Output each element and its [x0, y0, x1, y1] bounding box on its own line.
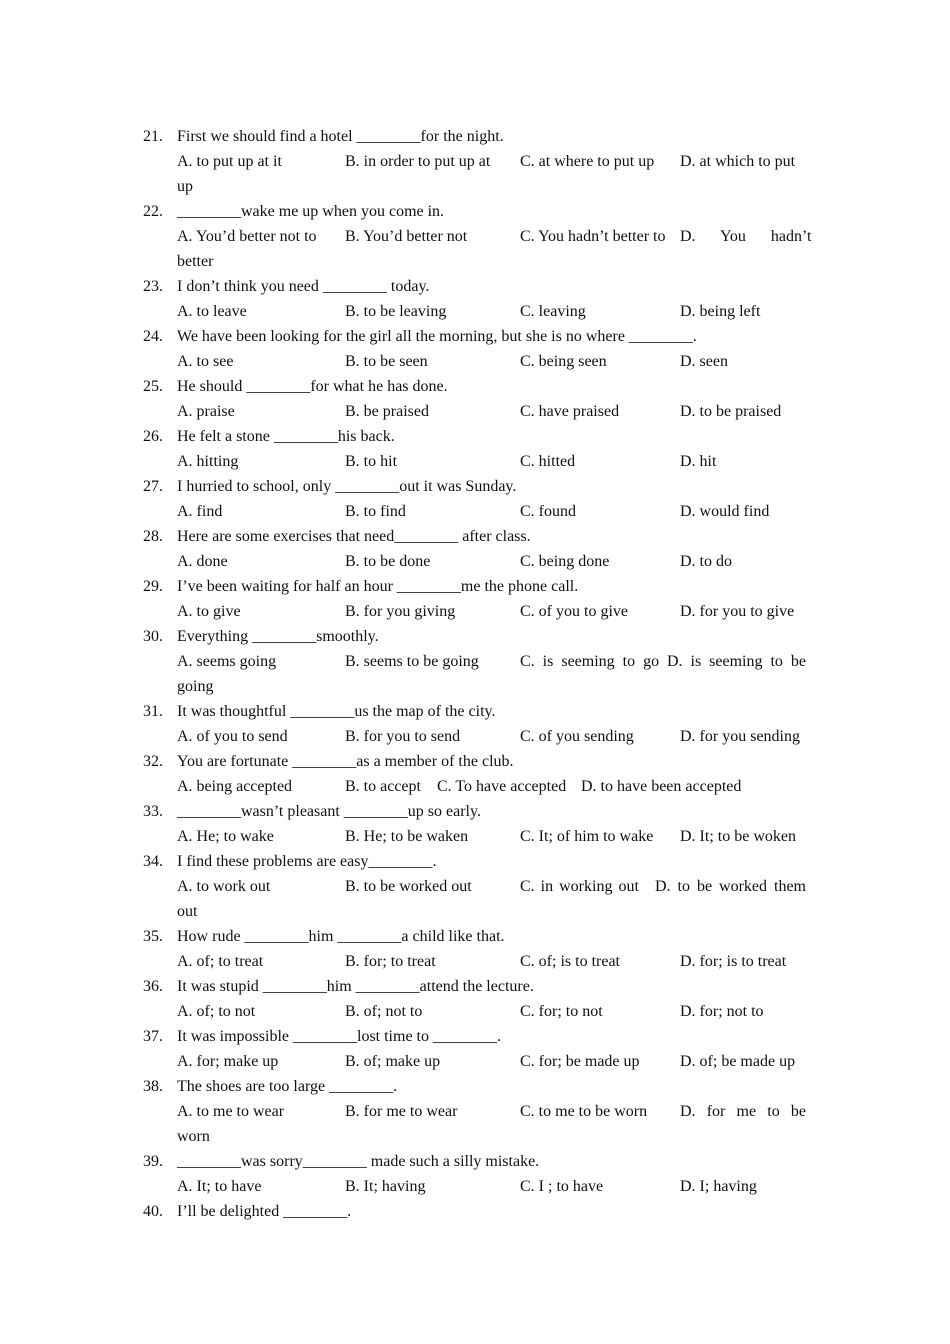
option-b: B. to accept [345, 778, 421, 795]
option-a: A. being accepted [177, 778, 293, 795]
option-c: C. to me to be worn [520, 1103, 648, 1120]
option-c: C. found [520, 503, 576, 520]
question-number: 40. [143, 1203, 163, 1220]
option-b: B. He; to be waken [345, 828, 469, 845]
option-a: A. He; to wake [177, 828, 274, 845]
question-text: How rude ________him ________a child like that. [177, 928, 505, 945]
question-text: I’ll be delighted ________. [177, 1203, 352, 1220]
question-number: 28. [143, 528, 163, 545]
option-b: B. It; having [345, 1178, 426, 1195]
question-number: 33. [143, 803, 163, 820]
question-text: The shoes are too large ________. [177, 1078, 398, 1095]
option-a: A. hitting [177, 453, 239, 470]
question-text: You are fortunate ________as a member of the club. [177, 753, 514, 770]
option-c: C. have praised [520, 403, 620, 420]
option-c: C. It; of him to wake [520, 828, 654, 845]
option-b: B. to be leaving [345, 303, 447, 320]
option-a: A. of you to send [177, 728, 288, 745]
question-text: ________wasn’t pleasant ________up so early. [177, 803, 481, 820]
option-b: B. in order to put up at [345, 153, 491, 170]
option-a: A. of; to treat [177, 953, 264, 970]
question-number: 23. [143, 278, 163, 295]
question-number: 24. [143, 328, 163, 345]
option-d: D. for you sending [680, 728, 800, 745]
question-number: 25. [143, 378, 163, 395]
option-a: A. You’d better not to [177, 228, 317, 245]
option-b: B. for you giving [345, 603, 456, 620]
option-a: A. done [177, 553, 228, 570]
option-c: C. hitted [520, 453, 576, 470]
option-b: B. be praised [345, 403, 429, 420]
option-d: D. for; not to [680, 1003, 764, 1020]
option-b: B. to find [345, 503, 406, 520]
question-number: 39. [143, 1153, 163, 1170]
question-number: 26. [143, 428, 163, 445]
option-b: B. to hit [345, 453, 398, 470]
question-number: 29. [143, 578, 163, 595]
question-text: First we should find a hotel ________for the night. [177, 128, 504, 145]
question-text: It was thoughtful ________us the map of the city. [177, 703, 496, 720]
option-d: D. would find [680, 503, 770, 520]
option-d: D. seen [680, 353, 728, 370]
option-c: C. I ; to have [520, 1178, 604, 1195]
option-c: C. To have accepted [437, 778, 567, 795]
question-text: It was stupid ________him ________attend the lecture. [177, 978, 534, 995]
option-c: C. for; be made up [520, 1053, 640, 1070]
option-d: D. to have been accepted [581, 778, 742, 795]
option-c: C. of you sending [520, 728, 634, 745]
question-text: It was impossible ________lost time to ________. [177, 1028, 501, 1045]
question-number: 31. [143, 703, 163, 720]
option-c: C. for; to not [520, 1003, 603, 1020]
option-b: B. for; to treat [345, 953, 436, 970]
option-d: D. being left [680, 303, 761, 320]
option-a: A. to work out [177, 878, 271, 895]
option-d: D. to be praised [680, 403, 782, 420]
option-d: D. to do [680, 553, 732, 570]
question-text: I hurried to school, only ________out it was Sunday. [177, 478, 517, 495]
option-a: A. of; to not [177, 1003, 256, 1020]
option-c: C. of you to give [520, 603, 628, 620]
question-number: 30. [143, 628, 163, 645]
option-a: A. find [177, 503, 223, 520]
question-number: 21. [143, 128, 163, 145]
option-a: A. It; to have [177, 1178, 262, 1195]
option-c: C. in working out [520, 878, 639, 895]
option-d: D. You hadn’t [680, 228, 812, 245]
question-number: 37. [143, 1028, 163, 1045]
option-b: B. of; not to [345, 1003, 423, 1020]
option-b: B. of; make up [345, 1053, 441, 1070]
question-number: 34. [143, 853, 163, 870]
option-d: D. for; is to treat [680, 953, 787, 970]
question-text: He should ________for what he has done. [177, 378, 448, 395]
option-d: D. It; to be woken [680, 828, 796, 845]
question-text: We have been looking for the girl all the morning, but she is no where ________. [177, 328, 697, 345]
question-text: Here are some exercises that need________ after class. [177, 528, 531, 545]
question-text: I’ve been waiting for half an hour ________me the phone call. [177, 578, 579, 595]
option-a: A. to leave [177, 303, 247, 320]
option-c: C. is seeming to go [520, 653, 660, 670]
question-text: ________wake me up when you come in. [177, 203, 445, 220]
option-d-continuation: up [177, 178, 193, 195]
option-d: D. at which to put [680, 153, 796, 170]
option-d: D. is seeming to be [667, 653, 806, 670]
option-d: D. for you to give [680, 603, 795, 620]
question-text: ________was sorry________ made such a silly mistake. [177, 1153, 540, 1170]
option-b: B. for me to wear [345, 1103, 458, 1120]
question-text: He felt a stone ________his back. [177, 428, 395, 445]
option-d-continuation: going [177, 678, 214, 695]
option-b: B. seems to be going [345, 653, 479, 670]
option-d: D. I; having [680, 1178, 757, 1195]
option-b: B. You’d better not [345, 228, 468, 245]
option-b: B. to be worked out [345, 878, 472, 895]
option-d: D. of; be made up [680, 1053, 796, 1070]
option-a: A. to give [177, 603, 241, 620]
option-d: D. for me to be [680, 1103, 806, 1120]
question-text: Everything ________smoothly. [177, 628, 379, 645]
option-b: B. to be done [345, 553, 431, 570]
option-c: C. leaving [520, 303, 586, 320]
option-c: C. You hadn’t better to [520, 228, 666, 245]
option-d: D. hit [680, 453, 717, 470]
question-number: 35. [143, 928, 163, 945]
option-d: D. to be worked them [655, 878, 806, 895]
option-a: A. for; make up [177, 1053, 279, 1070]
question-number: 38. [143, 1078, 163, 1095]
question-number: 22. [143, 203, 163, 220]
option-d-continuation: worn [177, 1128, 210, 1145]
question-number: 27. [143, 478, 163, 495]
question-text: I don’t think you need ________ today. [177, 278, 430, 295]
question-text: I find these problems are easy________. [177, 853, 437, 870]
option-a: A. to put up at it [177, 153, 282, 170]
option-a: A. to me to wear [177, 1103, 285, 1120]
option-d-continuation: better [177, 253, 214, 270]
option-c: C. being done [520, 553, 610, 570]
question-number: 32. [143, 753, 163, 770]
option-d-continuation: out [177, 903, 198, 920]
option-c: C. at where to put up [520, 153, 655, 170]
option-b: B. for you to send [345, 728, 461, 745]
option-c: C. being seen [520, 353, 607, 370]
option-a: A. to see [177, 353, 234, 370]
option-a: A. praise [177, 403, 235, 420]
option-c: C. of; is to treat [520, 953, 620, 970]
question-number: 36. [143, 978, 163, 995]
option-a: A. seems going [177, 653, 277, 670]
option-b: B. to be seen [345, 353, 428, 370]
